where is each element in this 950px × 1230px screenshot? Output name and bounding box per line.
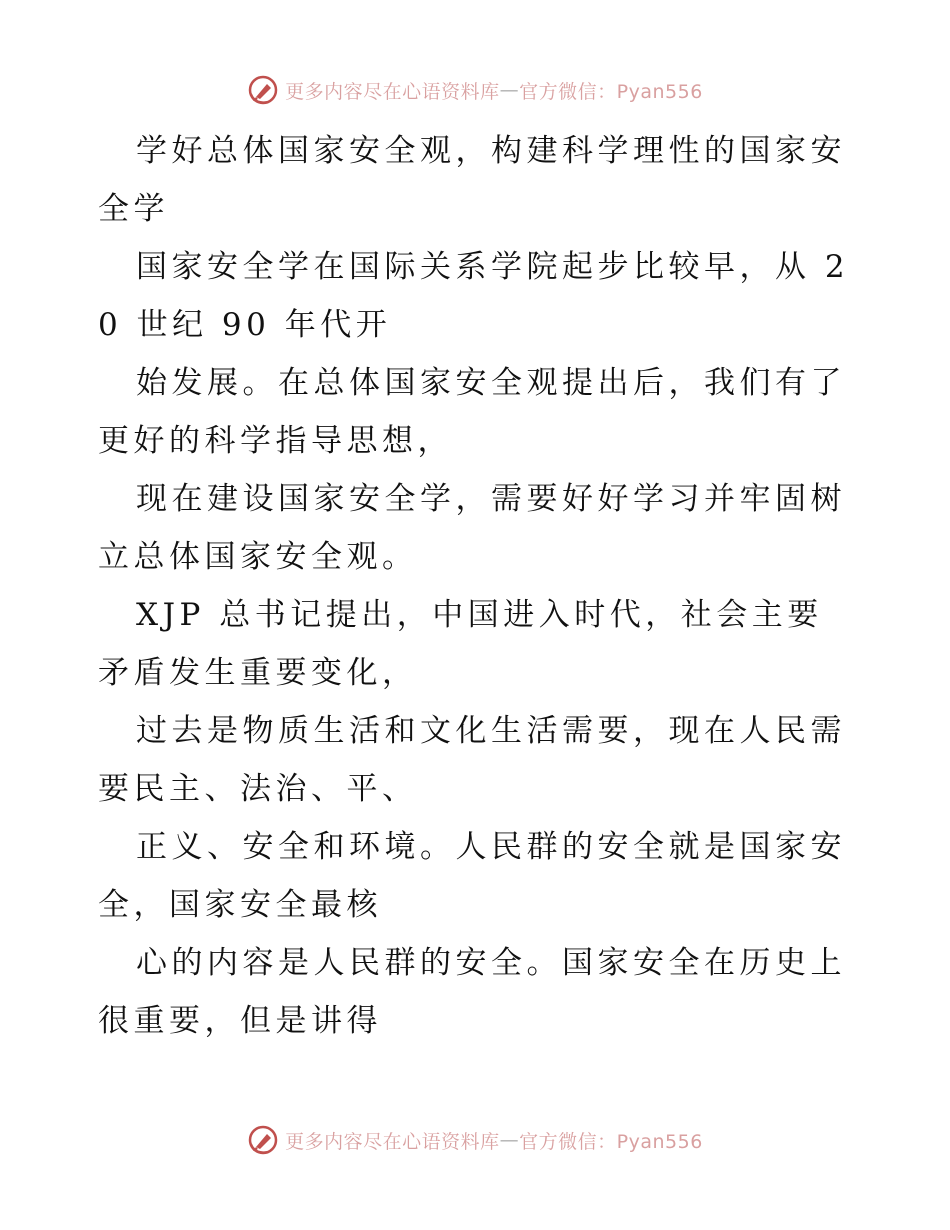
pen-nib-logo-icon [247, 1124, 279, 1156]
paragraph-4: 现在建设国家安全学，需要好好学习并牢固树立总体国家安全观。 [98, 481, 846, 575]
header-banner-title: 更多内容尽在心语资料库 [285, 80, 500, 103]
header-banner [0, 72, 950, 108]
paragraph-1: 学好总体国家安全观，构建科学理性的国家安全学 [98, 133, 846, 227]
paragraph-2: 国家安全学在国际关系学院起步比较早，从 20 世纪 90 年代开 [98, 249, 850, 343]
paragraph-7: 正义、安全和环境。人民群的安全就是国家安全，国家安全最核 [98, 829, 846, 923]
paragraph-3: 始发展。在总体国家安全观提出后，我们有了更好的科学指导思想， [98, 365, 846, 459]
paragraph-6: 过去是物质生活和文化生活需要，现在人民需要民主、法治、平、 [98, 713, 846, 807]
header-banner-wechat-id: 官方微信：Pyan556 [519, 80, 703, 103]
pen-nib-logo-icon [247, 74, 279, 106]
header-banner-separator: — [499, 79, 520, 101]
footer-banner-separator: — [499, 1129, 520, 1151]
footer-banner-wechat-id: 官方微信：Pyan556 [519, 1130, 703, 1153]
footer-banner [0, 1122, 950, 1158]
paragraph-5: XJP 总书记提出，中国进入时代，社会主要矛盾发生重要变化， [98, 597, 823, 691]
footer-banner-title: 更多内容尽在心语资料库 [285, 1130, 500, 1153]
paragraph-8: 心的内容是人民群的安全。国家安全在历史上很重要，但是讲得 [98, 945, 846, 1039]
document-body [98, 122, 858, 1050]
